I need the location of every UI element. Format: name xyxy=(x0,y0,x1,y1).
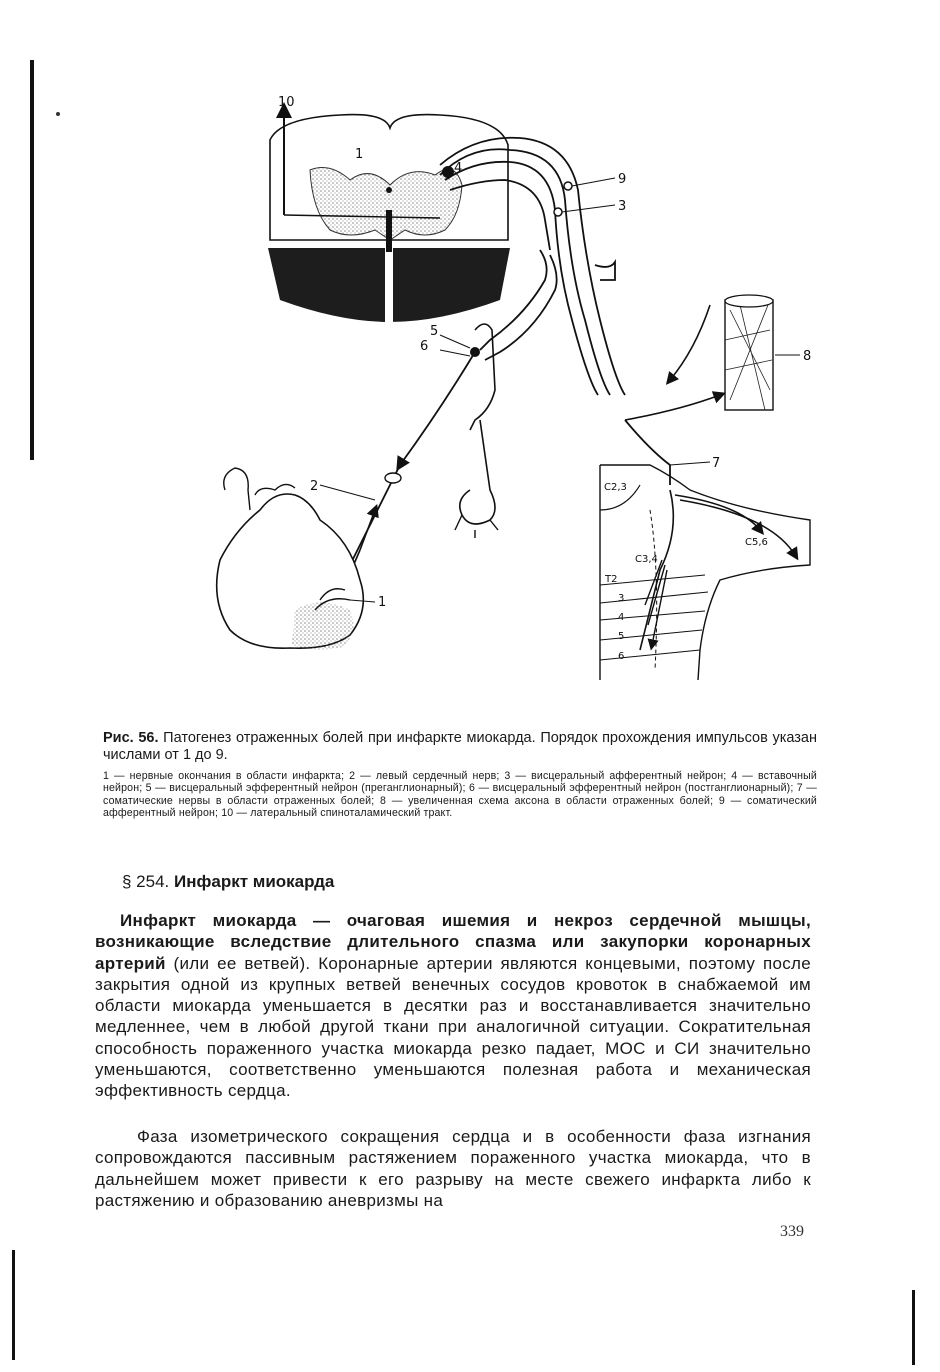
page-number: 339 xyxy=(780,1223,804,1240)
paragraph-1-text: (или ее ветвей). Коронарные артерии являются концевыми, поэтому после закрытия одной из крупных ветвей венечных сосудов кровоток в снабжаемой им области миокарда уменьшается в десятки раз и восстанавливается значительно медленнее, чем в любой другой ткани при аналогичной ситуации. Сократительная способность пораженного участка миокарда резко падает, МОС и СИ значительно уменьшаются, соответственно уменьшаются полезная работа и механическая эффективность сердца. xyxy=(95,953,811,1101)
axon-schematic-8 xyxy=(725,295,773,410)
label-c23: С2,3 xyxy=(604,482,627,493)
heart-illustration xyxy=(217,468,364,649)
label-2: 2 xyxy=(310,479,319,494)
definition-term: Инфаркт миокарда — очаговая ишемия и некроз сердечной мышцы, возникающие вследствие длительного спазма или закупорки коронарных артерий xyxy=(95,911,811,973)
figure-caption xyxy=(103,730,817,764)
label-c34: С3,4 xyxy=(635,554,658,565)
figure-title: Патогенез отраженных болей при инфаркте миокарда. Порядок прохождения импульсов указан числами от 1 до 9. xyxy=(103,730,817,763)
label-3: 3 xyxy=(618,199,627,214)
label-7: 7 xyxy=(712,456,721,471)
label-5: 5 xyxy=(430,324,439,339)
label-10: 10 xyxy=(278,95,295,110)
label-6: 6 xyxy=(420,339,429,354)
paragraph-1 xyxy=(95,910,811,1102)
somatic-nerve-7 xyxy=(625,420,670,485)
label-t4: 4 xyxy=(618,612,625,623)
label-9: 9 xyxy=(618,172,627,187)
figure-legend: 1 — нервные окончания в области инфаркта; 2 — левый сердечный нерв; 3 — висцеральный афферентный нейрон; 4 — вставочный нейрон; 5 — висцеральный эфферентный нейрон (преганглионарный); 6 — висцеральный эфферентный нейрон (постганглионарный); 7 — соматические нервы в области отраженных болей; 8 — увеличенная схема аксона в области отраженных болей; 9 — соматический афферентный нейрон; 10 — латеральный спиноталамический тракт. xyxy=(103,770,817,820)
paragraph-2: Фаза изометрического сокращения сердца и в особенности фаза изгнания сопровождаются пассивным растяжением пораженного участка миокарда, что в дальнейшем может привести к его разрыву на месте свежего инфаркта либо к растяжению и образованию аневризмы на xyxy=(95,1127,811,1210)
section-heading xyxy=(122,872,334,892)
scan-border-left xyxy=(30,60,34,460)
figure-reference: Рис. 56. xyxy=(103,730,159,746)
label-t2: Т2 xyxy=(605,574,618,585)
label-1-cord: 1 xyxy=(355,147,364,162)
figure-referred-pain-diagram xyxy=(200,90,820,690)
scan-border-left-bottom xyxy=(12,1250,15,1360)
label-4: 4 xyxy=(454,161,463,176)
section-number: § 254. xyxy=(122,872,170,891)
label-1: 1 xyxy=(378,595,387,610)
scan-border-right xyxy=(912,1290,915,1365)
spinal-cord-section xyxy=(268,115,510,324)
label-t5: 5 xyxy=(618,631,625,642)
label-c56: С5,6 xyxy=(745,537,768,548)
scan-speck xyxy=(56,112,60,116)
label-t3: 3 xyxy=(618,593,625,604)
ganglion-9 xyxy=(564,182,572,190)
interneuron-4 xyxy=(442,166,454,178)
label-t6: 6 xyxy=(618,651,625,662)
label-8: 8 xyxy=(803,349,812,364)
ganglion-3 xyxy=(554,208,562,216)
torso-dermatomes xyxy=(600,465,810,680)
section-title: Инфаркт миокарда xyxy=(174,872,335,891)
